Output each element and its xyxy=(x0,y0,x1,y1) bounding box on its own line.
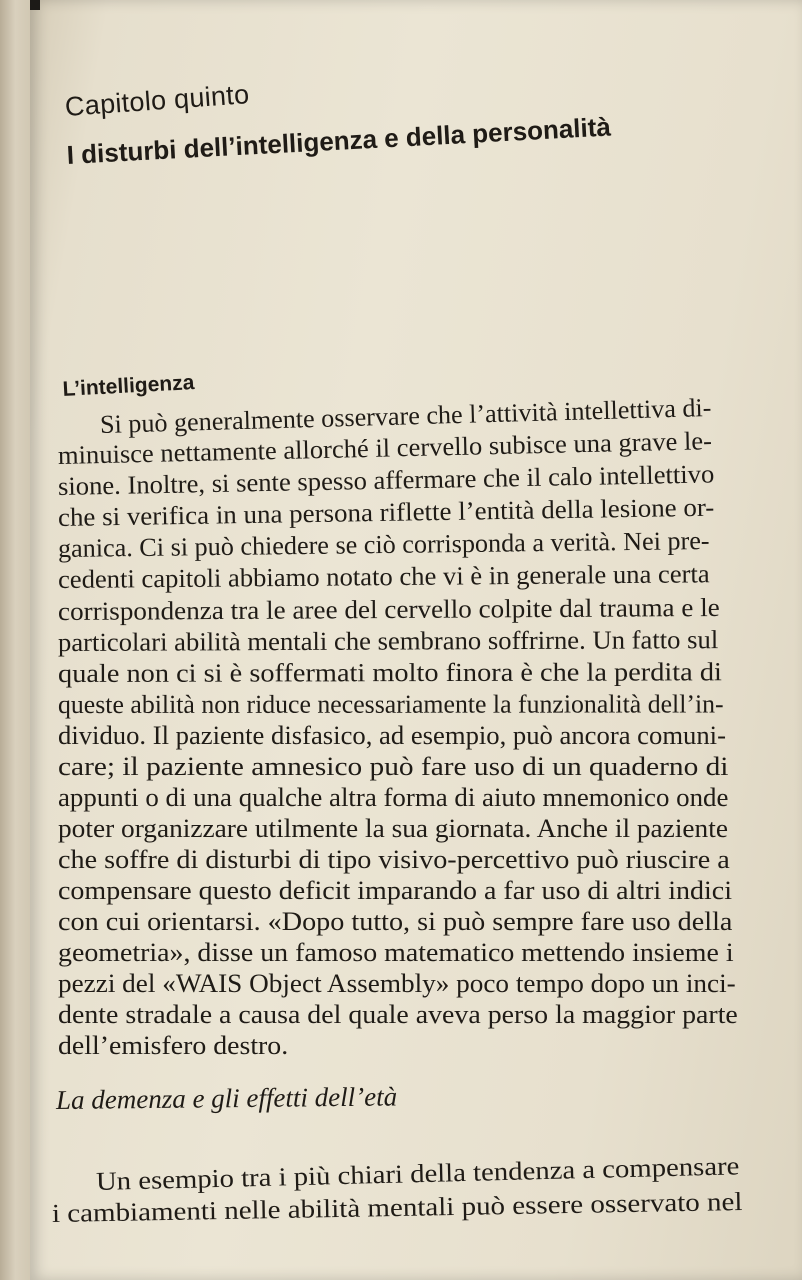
text-line: Si può generalmente osservare che l’attività intellettiva di- xyxy=(99,392,712,439)
chapter-title: I disturbi dell’intelligenza e della personalità xyxy=(66,111,612,170)
text-line: particolari abilità mentali che sembrano soffrirne. Un fatto sul xyxy=(57,625,719,657)
text-line: queste abilità non riduce necessariamente la funzionalità dell’in- xyxy=(57,689,724,719)
text-line: geometria», disse un famoso matematico mettendo insieme i xyxy=(58,938,734,967)
text-line: minuisce nettamente allorché il cervello subisce una grave le- xyxy=(57,426,713,470)
text-line: compensare questo deficit imparando a far uso di altri indici xyxy=(58,876,732,905)
text-line: dell’emisfero destro. xyxy=(58,1031,289,1060)
text-line: che soffre di disturbi di tipo visivo-percettivo può riuscire a xyxy=(58,845,730,874)
text-line: poter organizzare utilmente la sua giornata. Anche il paziente xyxy=(58,814,728,843)
text-line: ganica. Ci si può chiedere se ciò corrisponda a verità. Nei pre- xyxy=(57,526,710,563)
text-line: con cui orientarsi. «Dopo tutto, si può sempre fare uso della xyxy=(58,907,733,936)
text-line: i cambiamenti nelle abilità mentali può essere osservato nel xyxy=(51,1186,743,1228)
text-line: pezzi del «WAIS Object Assembly» poco tempo dopo un inci- xyxy=(58,969,736,998)
text-line: corrispondenza tra le aree del cervello colpite dal trauma e le xyxy=(57,592,720,626)
text-line: dente stradale a causa del quale aveva perso la maggior parte xyxy=(58,1000,738,1029)
text-line: quale non ci si è soffermati molto finora è che la perdita di xyxy=(57,657,722,688)
text-line: che si verifica in una persona riflette l’entità della lesione or- xyxy=(57,492,715,532)
subsection-heading: La demenza e gli effetti dell’età xyxy=(55,1081,398,1115)
text-line: sione. Inoltre, si sente spesso affermare che il calo intellettivo xyxy=(57,459,715,501)
section-heading: L’intelligenza xyxy=(62,371,195,401)
text-line: dividuo. Il paziente disfasico, ad esempio, può ancora comuni- xyxy=(58,721,726,750)
chapter-label: Capitolo quinto xyxy=(64,79,251,122)
text-line: care; il paziente amnesico può fare uso di un quaderno di xyxy=(58,752,729,781)
text-line: appunti o di una qualche altra forma di aiuto mnemonico onde xyxy=(58,783,729,812)
text-line: Un esempio tra i più chiari della tendenza a compensare xyxy=(95,1151,740,1196)
text-line: cedenti capitoli abbiamo notato che vi è in generale una certa xyxy=(57,559,710,594)
